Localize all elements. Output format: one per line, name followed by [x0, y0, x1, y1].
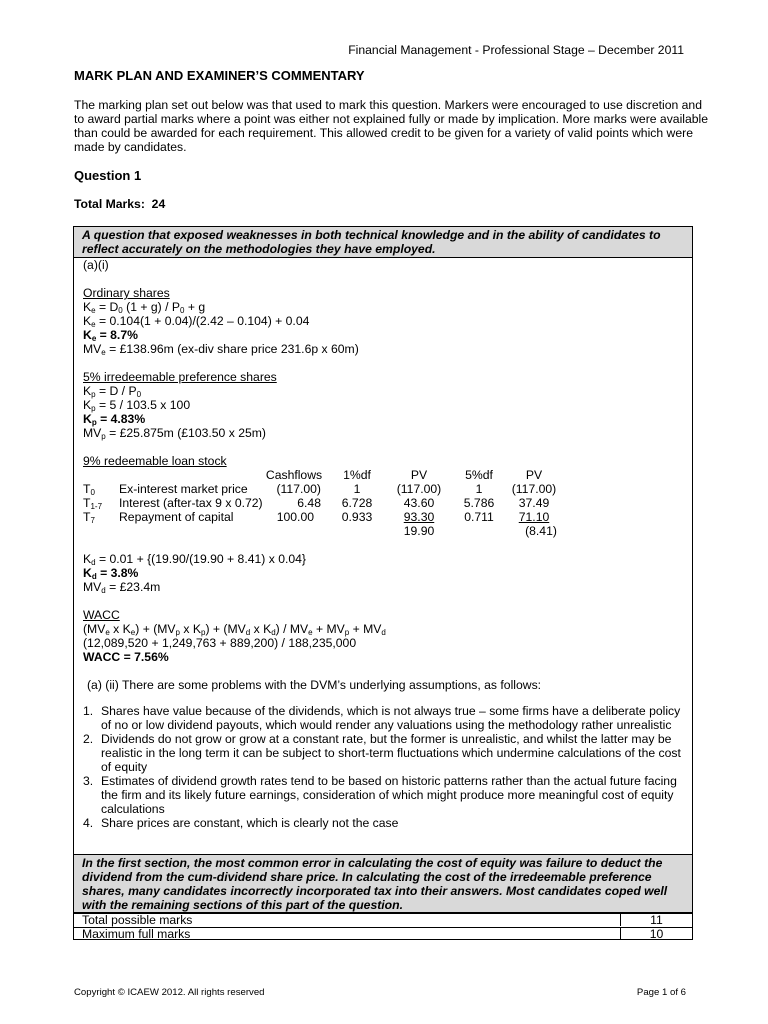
mvp: $MV_p$ = £25.875m (£103.50 x 25m) [83, 426, 266, 441]
col-cashflows: Cashflows [265, 468, 323, 482]
part-label: (a)(i) [83, 258, 109, 272]
row-t7-pv1: 93.30 [403, 510, 435, 524]
table-row [74, 913, 692, 927]
marks-table [74, 913, 692, 941]
ordinary-heading: Ordinary shares [83, 286, 170, 300]
kp-result: $K_p = 4.83\%$ [83, 412, 146, 427]
question-heading: Question 1 [74, 168, 142, 183]
row-t17-desc: Interest (after-tax 9 x 0.72) [119, 496, 263, 510]
top-commentary: A question that exposed weaknesses in both technical knowledge and in the ability of candidates to reflect accurately on the methodologies they have employed. [74, 227, 692, 258]
row-t7-cf: 100.00 [276, 510, 314, 524]
col-pv1: PV [410, 468, 428, 482]
row-t0-pv5: (117.00) [511, 482, 557, 496]
col-df5: 5%df [465, 468, 493, 482]
row-t7-df1: 0.933 [341, 510, 373, 524]
row-t17-pv1: 43.60 [403, 496, 435, 510]
footer-copyright: Copyright © ICAEW 2012. All rights reserved [74, 987, 265, 998]
list-item: 4. Share prices are constant, which is clearly not the case [83, 816, 399, 830]
row-t7-df5: 0.711 [464, 510, 494, 524]
row-t17-df1: 6.728 [341, 496, 373, 510]
ke-calc: $K_e = 0.104(1 + 0.04)/(2.42 - 0.104) + 0.04$ [83, 314, 310, 329]
kd-result: $K_d = 3.8\%$ [83, 566, 139, 581]
row-t0-label: $T_0$ [83, 482, 95, 497]
wacc-calc: (12,089,520 + 1,249,763 + 889,200) / 188,235,000 [83, 636, 357, 650]
row-t0-df5: 1 [475, 482, 483, 496]
kd-calc: $K_d = 0.01 + \{(19.90/(19.90 + 8.41)$ x 0.04} [83, 552, 306, 567]
marks-label: Maximum full marks [82, 927, 191, 941]
running-header: Financial Management - Professional Stage – December 2011 [348, 43, 684, 57]
row-t0-pv1: (117.00) [396, 482, 442, 496]
mark-plan-box [73, 226, 693, 940]
row-t17-label: $T_{1-7}$ [83, 496, 103, 511]
loan-heading: 9% redeemable loan stock [83, 454, 227, 468]
ke-result: $K_e = 8.7\%$ [83, 328, 138, 343]
part-a-ii: (a) (ii) There are some problems with the DVM’s underlying assumptions, as follows: [87, 678, 542, 692]
row-t7-label: $T_7$ [83, 510, 95, 525]
marks-value: 10 [620, 927, 692, 940]
table-row [74, 927, 692, 941]
row-t0-desc: Ex-interest market price [119, 482, 248, 496]
row-t17-pv5: 37.49 [518, 496, 550, 510]
row-t7-desc: Repayment of capital [119, 510, 234, 524]
col-pv5: PV [525, 468, 543, 482]
total-pv5: (8.41) [525, 524, 557, 538]
footer-page-number: Page 1 of 6 [636, 987, 686, 998]
wacc-formula: ($MV_e$ x $K_e) + (MV_p$ x $K_p) + (MV_d$ x $K_d) / MV_e + MV_p + MV_d$ [83, 622, 386, 637]
page-title: MARK PLAN AND EXAMINER’S COMMENTARY [74, 68, 365, 83]
intro-paragraph: The marking plan set out below was that used to mark this question. Markers were encouraged to use discretion and to award partial marks where a point was either not explained fully or made by implication. More marks were available than could be awarded for each requirement. This allowed credit to be given for a variety of valid points which were made by candidates. [74, 98, 709, 154]
marks-value: 11 [620, 913, 692, 926]
total-marks: Total Marks: 24 [74, 197, 166, 211]
mvd: $MV_d$ = £23.4m [83, 580, 161, 595]
col-df1: 1%df [343, 468, 371, 482]
kp-calc: $K_p = 5 / 103.5$ x 100 [83, 398, 191, 413]
solution-body [74, 258, 692, 858]
list-item: 2. Dividends do not grow or grow at a constant rate, but the former is unrealistic, and whilst the latter may be realistic in the long term it can be subject to short-term fluctuations which undermine calculations of the cost of equity [83, 732, 681, 774]
list-item: 3. Estimates of dividend growth rates tend to be based on historic patterns rather than the actual future facing the firm and its likely future earnings, consideration of which might produce more meaningful cost of equity calculations [83, 774, 677, 816]
total-pv1: 19.90 [403, 524, 435, 538]
kp-formula: $K_p = D / P_0$ [83, 384, 142, 399]
preference-heading: 5% irredeemable preference shares [83, 370, 277, 384]
row-t7-pv5: 71.10 [518, 510, 550, 524]
row-t17-cf: 6.48 [297, 496, 321, 510]
list-item: 1. Shares have value because of the dividends, which is not always true – some firms have a deliberate policy of no or low dividend payouts, which would render any valuations using the methodology rather unrealistic [83, 704, 681, 732]
row-t17-df5: 5.786 [463, 496, 495, 510]
marks-label: Total possible marks [82, 913, 193, 927]
bottom-commentary: In the first section, the most common error in calculating the cost of equity was failure to deduct the dividend from the cum-dividend share price. In calculating the cost of the irredeemable preference shares, many candidates incorrectly incorporated tax into their answers. Most candidates coped well with the remaining sections of this part of the question. [74, 854, 692, 913]
mve: $MV_e$ = £138.96m (ex-div share price 231.6p x 60m) [83, 342, 359, 357]
row-t0-df1: 1 [353, 482, 361, 496]
row-t0-cf: (117.00) [276, 482, 321, 496]
ke-formula: $K_e = D_0$ $(1 + g) / P_0 + g$ [83, 300, 206, 315]
wacc-result: WACC = 7.56% [83, 650, 169, 664]
wacc-heading: WACC [83, 608, 120, 622]
problems-list [83, 704, 683, 830]
